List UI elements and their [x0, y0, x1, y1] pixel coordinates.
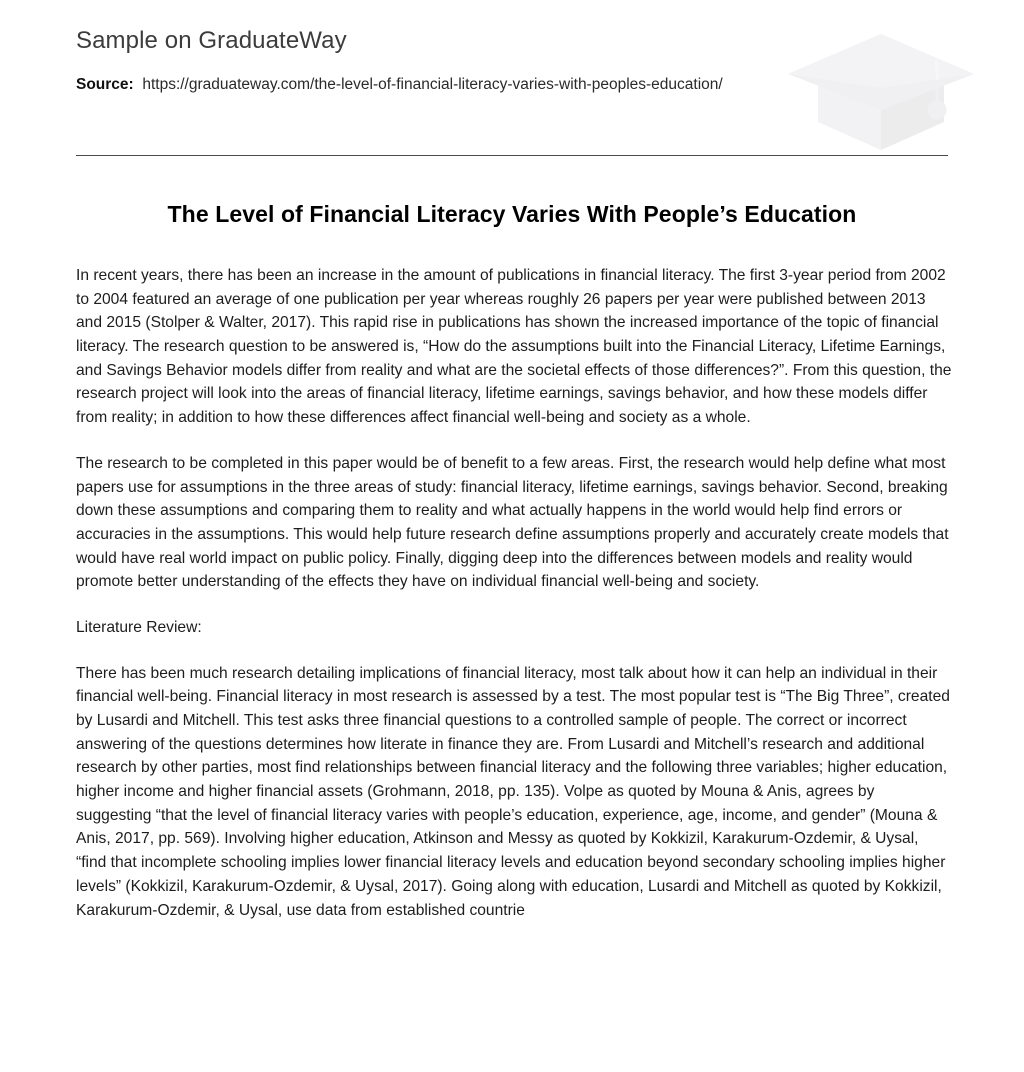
paragraph: There has been much research detailing implications of financial literacy, most talk about how it can help an individual in their financial well-being. Financial literacy in most research is assessed by a test. The most popular test is “The Big Three”, created by Lusardi and Mitchell. This test asks three financial questions to a controlled sample of people. The correct or incorrect answering of the questions determines how literate in finance they are. From Lusardi and Mitchell’s research and additional research by other parties, most find relationships between financial literacy and the following three variables; higher education, higher income and higher financial assets (Grohmann, 2018, pp. 135). Volpe as quoted by Mouna & Anis, agrees by suggesting “that the level of financial literacy varies with people’s education, experience, age, income, and gender” (Mouna & Anis, 2017, pp. 569). Involving higher education, Atkinson and Messy as quoted by Kokkizil, Karakurum-Ozdemir, & Uysal, “find that incomplete schooling implies lower financial literacy levels and education beyond secondary schooling implies higher levels” (Kokkizil, Karakurum-Ozdemir, & Uysal, 2017). Going along with education, Lusardi and Mitchell as quoted by Kokkizil, Karakurum-Ozdemir, & Uysal, use data from established countrie [76, 664, 950, 919]
paragraph: The research to be completed in this paper would be of benefit to a few areas. First, the research would help define what most papers use for assumptions in the three areas of study: financial literacy, lifetime earnings, savings behavior. Second, breaking down these assumptions and comparing them to reality and what actually happens in the world would help find errors or accuracies in the assumptions. This would help future research define assumptions properly and accurately create models that would have real world impact on public policy. Finally, digging deep into the differences between models and reality would promote better understanding of the effects they have on individual financial well-being and society. [76, 454, 949, 591]
section-heading-literature-review: Literature Review: [76, 618, 202, 636]
paragraph: In recent years, there has been an increase in the amount of publications in financial literacy. The first 3-year period from 2002 to 2004 featured an average of one publication per year whereas roughly 26 papers per year were published between 2013 and 2015 (Stolper & Walter, 2017). This rapid rise in publications has shown the increased importance of the topic of financial literacy. The research question to be answered is, “How do the assumptions built into the Financial Literacy, Lifetime Earnings, and Savings Behavior models differ from reality and what are the societal effects of those differences?”. From this question, the research project will look into the areas of financial literacy, lifetime earnings, savings behavior, and how these models differ from reality; in addition to how these differences affect financial well-being and society as a whole. [76, 267, 952, 427]
document-body [76, 264, 952, 922]
source-label: Source: [76, 76, 134, 93]
page-header [0, 0, 1024, 130]
source-line [76, 73, 866, 97]
graduation-cap-icon [786, 22, 976, 152]
site-title: Sample on GraduateWay [76, 27, 347, 54]
page-title: The Level of Financial Literacy Varies With People’s Education [167, 201, 857, 227]
source-url-link[interactable]: https://graduateway.com/the-level-of-financial-literacy-varies-with-peoples-education/ [142, 76, 723, 93]
header-divider [76, 155, 948, 156]
